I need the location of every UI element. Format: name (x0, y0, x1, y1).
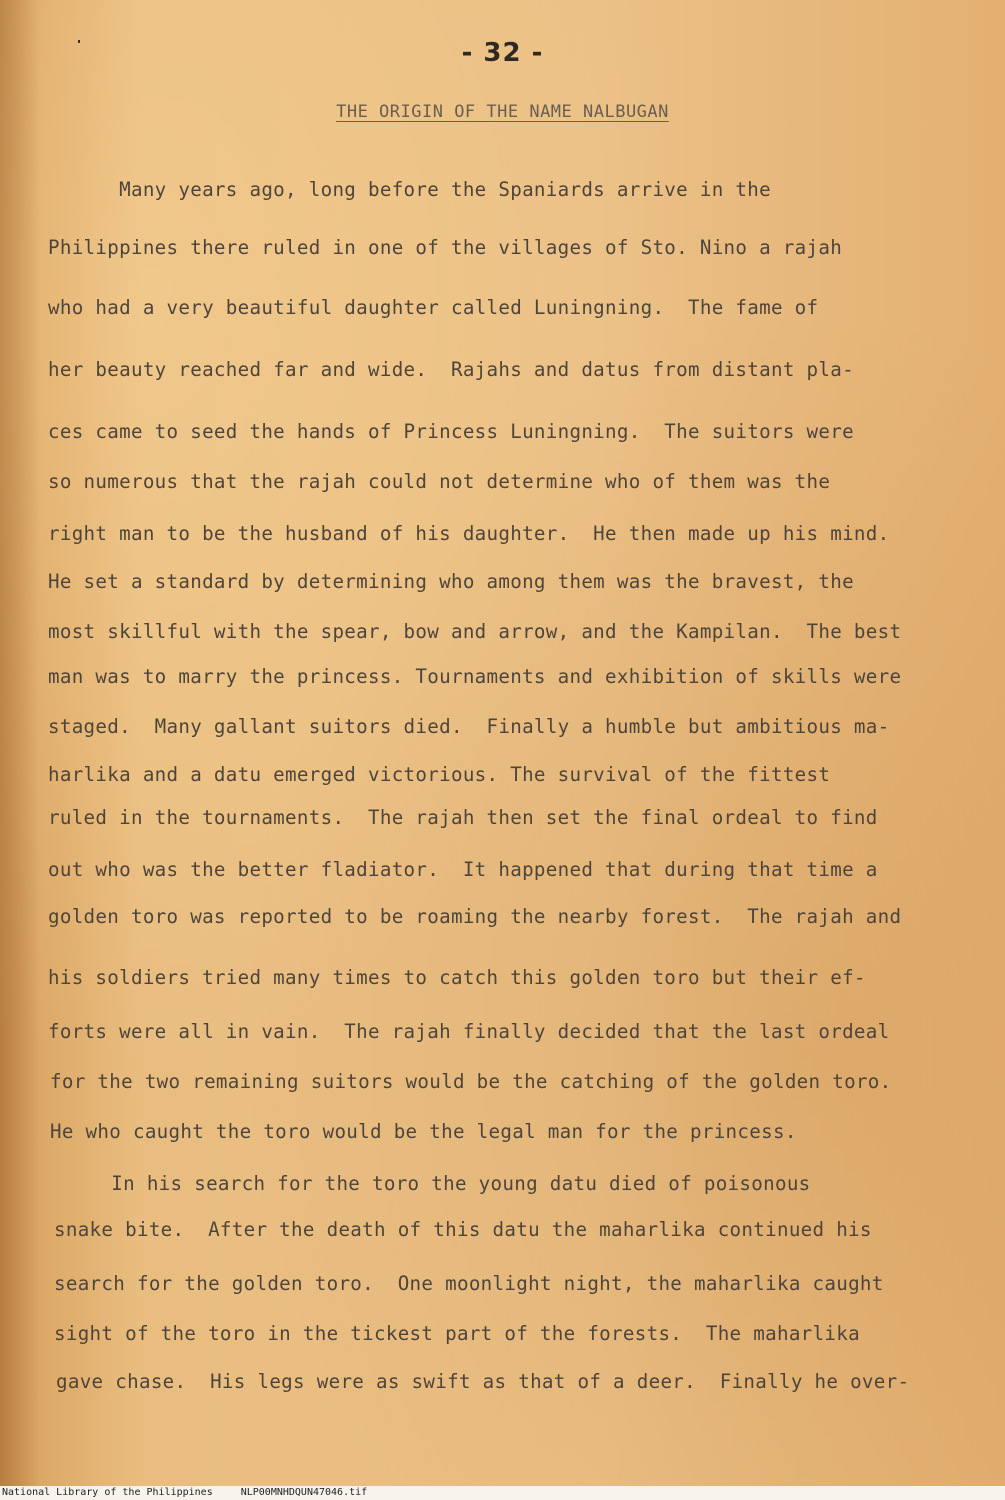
text-line: harlika and a datu emerged victorious. The survival of the fittest (48, 763, 831, 786)
text-line: his soldiers tried many times to catch this golden toro but their ef- (48, 966, 866, 989)
text-line: forts were all in vain. The rajah finally decided that the last ordeal (48, 1020, 890, 1043)
text-line: In his search for the toro the young datu died of poisonous (52, 1172, 811, 1195)
page-number: - 32 - (461, 38, 544, 68)
text-line: most skillful with the spear, bow and arrow, and the Kampilan. The best (48, 620, 902, 643)
text-line: golden toro was reported to be roaming the nearby forest. The rajah and (48, 905, 902, 928)
footer-file: NLP00MNHDQUN47046.tif (240, 1487, 368, 1498)
document-title-text: THE ORIGIN OF THE NAME NALBUGAN (336, 102, 669, 122)
text-line: out who was the better fladiator. It happened that during that time a (48, 858, 878, 881)
text-line: Philippines there ruled in one of the villages of Sto. Nino a rajah (48, 236, 843, 259)
text-line: snake bite. After the death of this datu the maharlika continued his (54, 1218, 872, 1241)
text-line: for the two remaining suitors would be the catching of the golden toro. (50, 1070, 892, 1093)
text-line: so numerous that the rajah could not determine who of them was the (48, 470, 831, 493)
text-line: ces came to seed the hands of Princess Luningning. The suitors were (48, 420, 854, 443)
document-title (0, 102, 1005, 122)
text-line: man was to marry the princess. Tournaments and exhibition of skills were (48, 665, 902, 688)
text-line: search for the golden toro. One moonlight night, the maharlika caught (54, 1272, 884, 1295)
text-line: ruled in the tournaments. The rajah then set the final ordeal to find (48, 806, 878, 829)
text-line: staged. Many gallant suitors died. Finally a humble but ambitious ma- (48, 715, 890, 738)
scan-footer (0, 1486, 1005, 1500)
footer-library: National Library of the Philippines (2, 1487, 213, 1498)
text-line: He who caught the toro would be the legal man for the princess. (50, 1120, 797, 1143)
text-line: sight of the toro in the tickest part of the forests. The maharlika (54, 1322, 860, 1345)
scan-edge-shadow (0, 0, 40, 1486)
text-line: right man to be the husband of his daughter. He then made up his mind. (48, 522, 890, 545)
text-line: who had a very beautiful daughter called Luningning. The fame of (48, 296, 819, 319)
text-line: He set a standard by determining who among them was the bravest, the (48, 570, 854, 593)
text-line: Many years ago, long before the Spaniards arrive in the (48, 178, 771, 201)
text-line: her beauty reached far and wide. Rajahs and datus from distant pla- (48, 358, 854, 381)
text-line: gave chase. His legs were as swift as that of a deer. Finally he over- (56, 1370, 910, 1393)
